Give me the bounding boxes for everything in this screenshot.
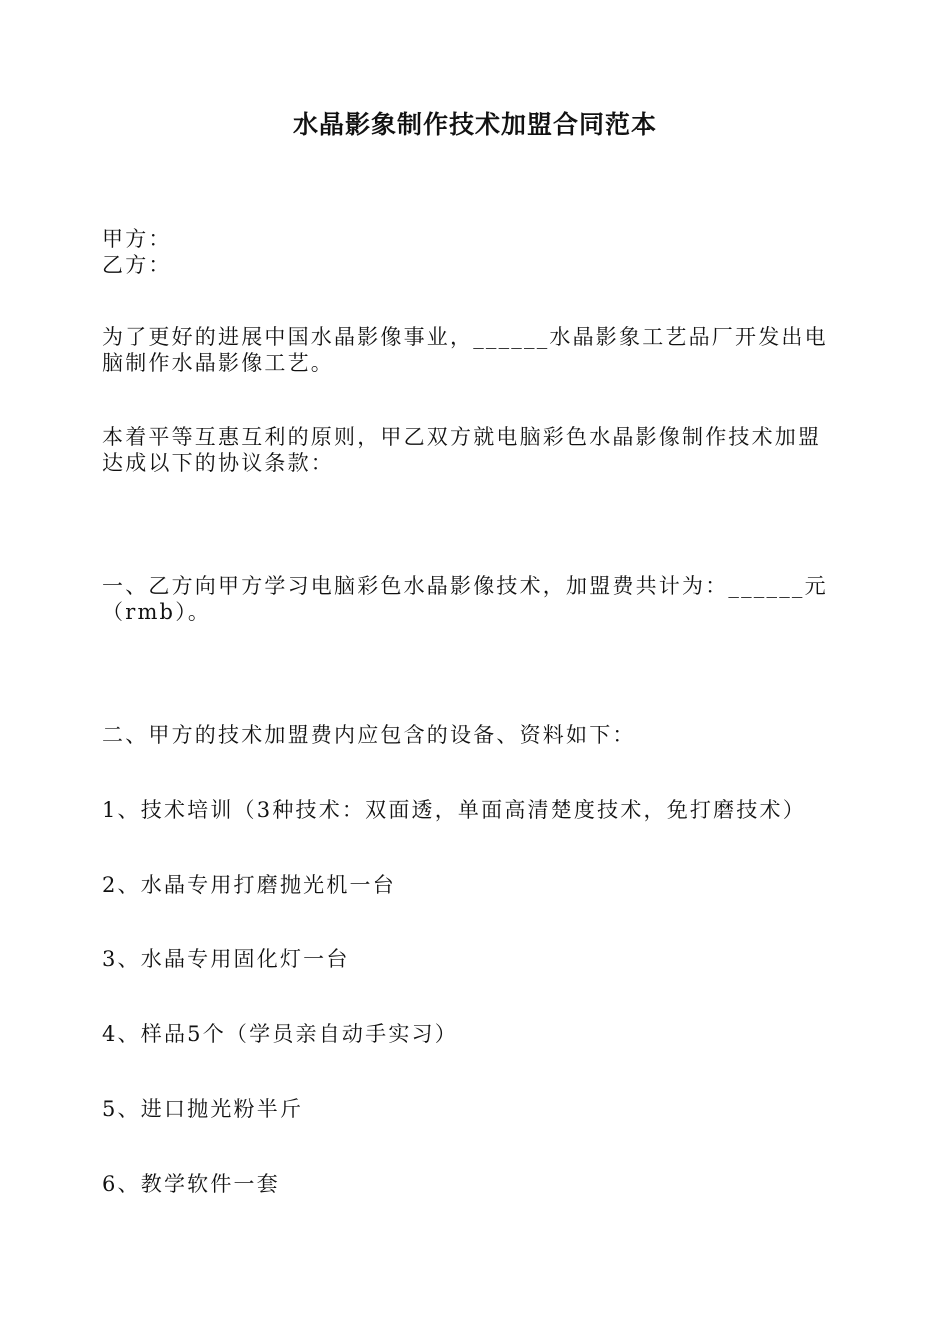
list-item: 2、水晶专用打磨抛光机一台 [102, 873, 396, 897]
list-item: 4、样品5个（学员亲自动手实习） [102, 1022, 458, 1046]
document-title: 水晶影象制作技术加盟合同范本 [292, 110, 657, 139]
principle-line-1: 本着平等互惠互利的原则，甲乙双方就电脑彩色水晶影像制作技术加盟 [102, 425, 822, 449]
list-item: 3、水晶专用固化灯一台 [102, 947, 350, 971]
party-b-label: 乙方： [102, 253, 172, 277]
list-item: 1、技术培训（3种技术：双面透，单面高清楚度技术，免打磨技术） [102, 798, 806, 822]
clause-1-line-1: 一、乙方向甲方学习电脑彩色水晶影像技术，加盟费共计为：______元 [102, 574, 828, 598]
intro-line-2: 脑制作水晶影像工艺。 [102, 351, 334, 375]
principle-line-2: 达成以下的协议条款： [102, 451, 334, 475]
intro-line-1: 为了更好的进展中国水晶影像事业，______水晶影象工艺品厂开发出电 [102, 325, 828, 349]
clause-2-heading: 二、甲方的技术加盟费内应包含的设备、资料如下： [102, 723, 636, 747]
clause-1-line-2: （rmb）。 [102, 600, 212, 624]
list-item: 5、进口抛光粉半斤 [102, 1097, 304, 1121]
list-item: 6、教学软件一套 [102, 1172, 280, 1196]
party-a-label: 甲方： [102, 227, 172, 251]
